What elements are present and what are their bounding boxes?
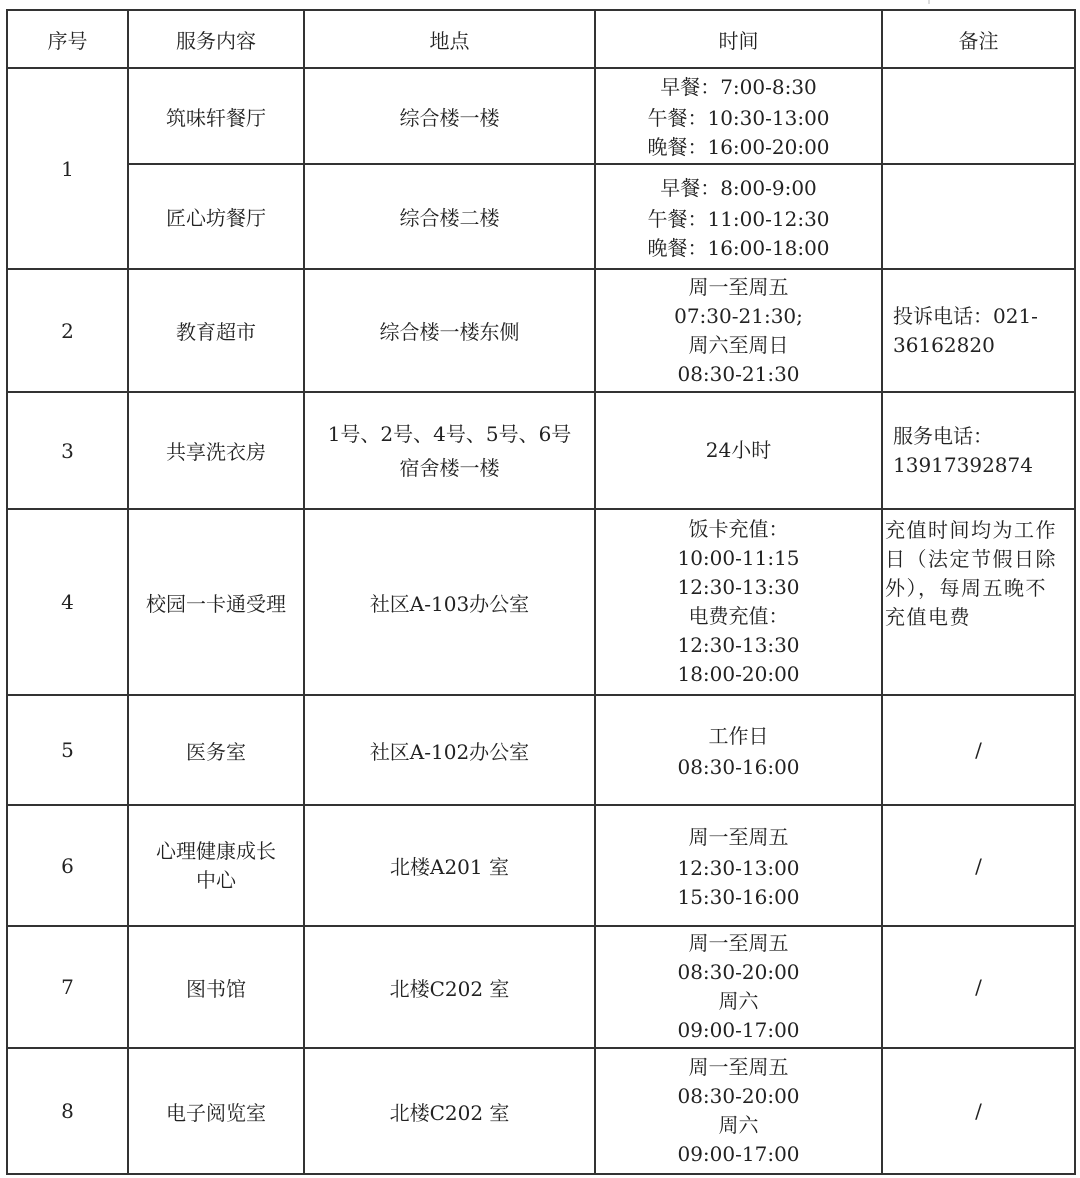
row-number: 4 [7, 509, 128, 695]
service-cell: 筑味轩餐厅 [128, 68, 304, 164]
time-line: 18:00-20:00 [677, 662, 800, 686]
header-cell: 序号 [7, 10, 128, 68]
time-line: 12:30-13:00 [677, 855, 800, 880]
location-cell: 综合楼一楼东侧 [304, 269, 595, 392]
row-number: 8 [7, 1048, 128, 1174]
time-line: 10:00-11:15 [677, 546, 800, 570]
time-line: 电费充值： [688, 604, 789, 628]
note-line: 外），每周五晚不 [885, 576, 1047, 600]
service-cell: 匠心坊餐厅 [128, 164, 304, 269]
services-table [6, 9, 1076, 1175]
note-cell [882, 164, 1075, 269]
time-line: 12:30-13:30 [677, 575, 800, 599]
time-line: 周六 [718, 1113, 759, 1137]
location-cell: 社区A-103办公室 [304, 509, 595, 695]
note-cell: / [882, 1048, 1075, 1174]
row-number: 2 [7, 269, 128, 392]
table-row [7, 392, 1075, 509]
location-cell: 北楼C202 室 [304, 926, 595, 1048]
time-line: 07:30-21:30; [674, 303, 803, 328]
header-cell: 备注 [882, 10, 1075, 68]
table-row [7, 805, 1075, 926]
time-line: 08:30-20:00 [677, 960, 800, 984]
time-line: 08:30-16:00 [677, 754, 800, 779]
location-cell [304, 392, 595, 509]
header-cell: 时间 [595, 10, 882, 68]
time-line: 晚餐：16:00-20:00 [647, 135, 830, 159]
row-number: 5 [7, 695, 128, 805]
time-line: 08:30-21:30 [677, 361, 800, 386]
time-line: 周一至周五 [688, 1055, 789, 1079]
service-cell: 教育超市 [128, 269, 304, 392]
time-cell [595, 392, 882, 509]
note-line: 36162820 [893, 332, 995, 357]
location-cell: 北楼C202 室 [304, 1048, 595, 1174]
location-cell: 社区A-102办公室 [304, 695, 595, 805]
corner-mark [928, 0, 930, 4]
location-cell: 综合楼二楼 [304, 164, 595, 269]
time-line: 周一至周五 [688, 824, 789, 849]
time-line: 午餐：10:30-13:00 [647, 106, 830, 130]
service-cell: 电子阅览室 [128, 1048, 304, 1174]
note-line: 日（法定节假日除 [885, 547, 1057, 571]
time-line: 周六至周日 [688, 332, 789, 357]
table-row [7, 164, 1075, 269]
location-line: 宿舍楼一楼 [399, 455, 500, 480]
service-line: 心理健康成长 [156, 838, 276, 863]
time-cell [595, 68, 882, 164]
table-row [7, 695, 1075, 805]
time-cell [595, 164, 882, 269]
time-line: 15:30-16:00 [677, 884, 800, 909]
time-cell [595, 695, 882, 805]
row-number: 6 [7, 805, 128, 926]
service-cell: 图书馆 [128, 926, 304, 1048]
location-line: 1号、2号、4号、5号、6号 [327, 421, 572, 446]
time-line: 周六 [718, 989, 759, 1013]
time-line: 24小时 [705, 438, 772, 462]
note-cell: / [882, 695, 1075, 805]
service-cell [128, 805, 304, 926]
note-line: 充值时间均为工作 [885, 518, 1057, 542]
note-line: 13917392874 [893, 452, 1033, 477]
time-cell [595, 509, 882, 695]
service-cell: 医务室 [128, 695, 304, 805]
table-row [7, 1048, 1075, 1174]
service-line: 中心 [196, 867, 236, 892]
note-cell: / [882, 926, 1075, 1048]
service-cell: 校园一卡通受理 [128, 509, 304, 695]
note-cell [882, 509, 1075, 695]
time-line: 工作日 [708, 723, 769, 748]
time-cell [595, 1048, 882, 1174]
location-cell: 北楼A201 室 [304, 805, 595, 926]
row-number: 3 [7, 392, 128, 509]
table-row [7, 269, 1075, 392]
table-row [7, 926, 1075, 1048]
note-cell [882, 269, 1075, 392]
time-line: 周一至周五 [688, 274, 789, 299]
time-line: 早餐：8:00-9:00 [660, 175, 817, 200]
time-line: 12:30-13:30 [677, 633, 800, 657]
time-line: 09:00-17:00 [677, 1018, 800, 1042]
time-line: 早餐：7:00-8:30 [660, 75, 817, 99]
note-line: 充值电费 [885, 605, 971, 629]
time-line: 周一至周五 [688, 931, 789, 955]
row-number: 7 [7, 926, 128, 1048]
time-cell [595, 805, 882, 926]
note-cell [882, 392, 1075, 509]
time-cell [595, 269, 882, 392]
service-cell: 共享洗衣房 [128, 392, 304, 509]
time-line: 饭卡充值： [688, 517, 789, 541]
time-line: 09:00-17:00 [677, 1142, 800, 1166]
time-cell [595, 926, 882, 1048]
table-row [7, 68, 1075, 164]
header-row [7, 10, 1075, 68]
note-line: 服务电话： [893, 423, 993, 448]
time-line: 08:30-20:00 [677, 1084, 800, 1108]
header-cell: 地点 [304, 10, 595, 68]
note-cell: / [882, 805, 1075, 926]
table-row [7, 509, 1075, 695]
time-line: 午餐：11:00-12:30 [647, 206, 830, 231]
location-cell: 综合楼一楼 [304, 68, 595, 164]
header-cell: 服务内容 [128, 10, 304, 68]
note-line: 投诉电话：021- [893, 303, 1038, 328]
time-line: 晚餐：16:00-18:00 [647, 235, 830, 260]
note-cell [882, 68, 1075, 164]
row-number: 1 [7, 68, 128, 269]
